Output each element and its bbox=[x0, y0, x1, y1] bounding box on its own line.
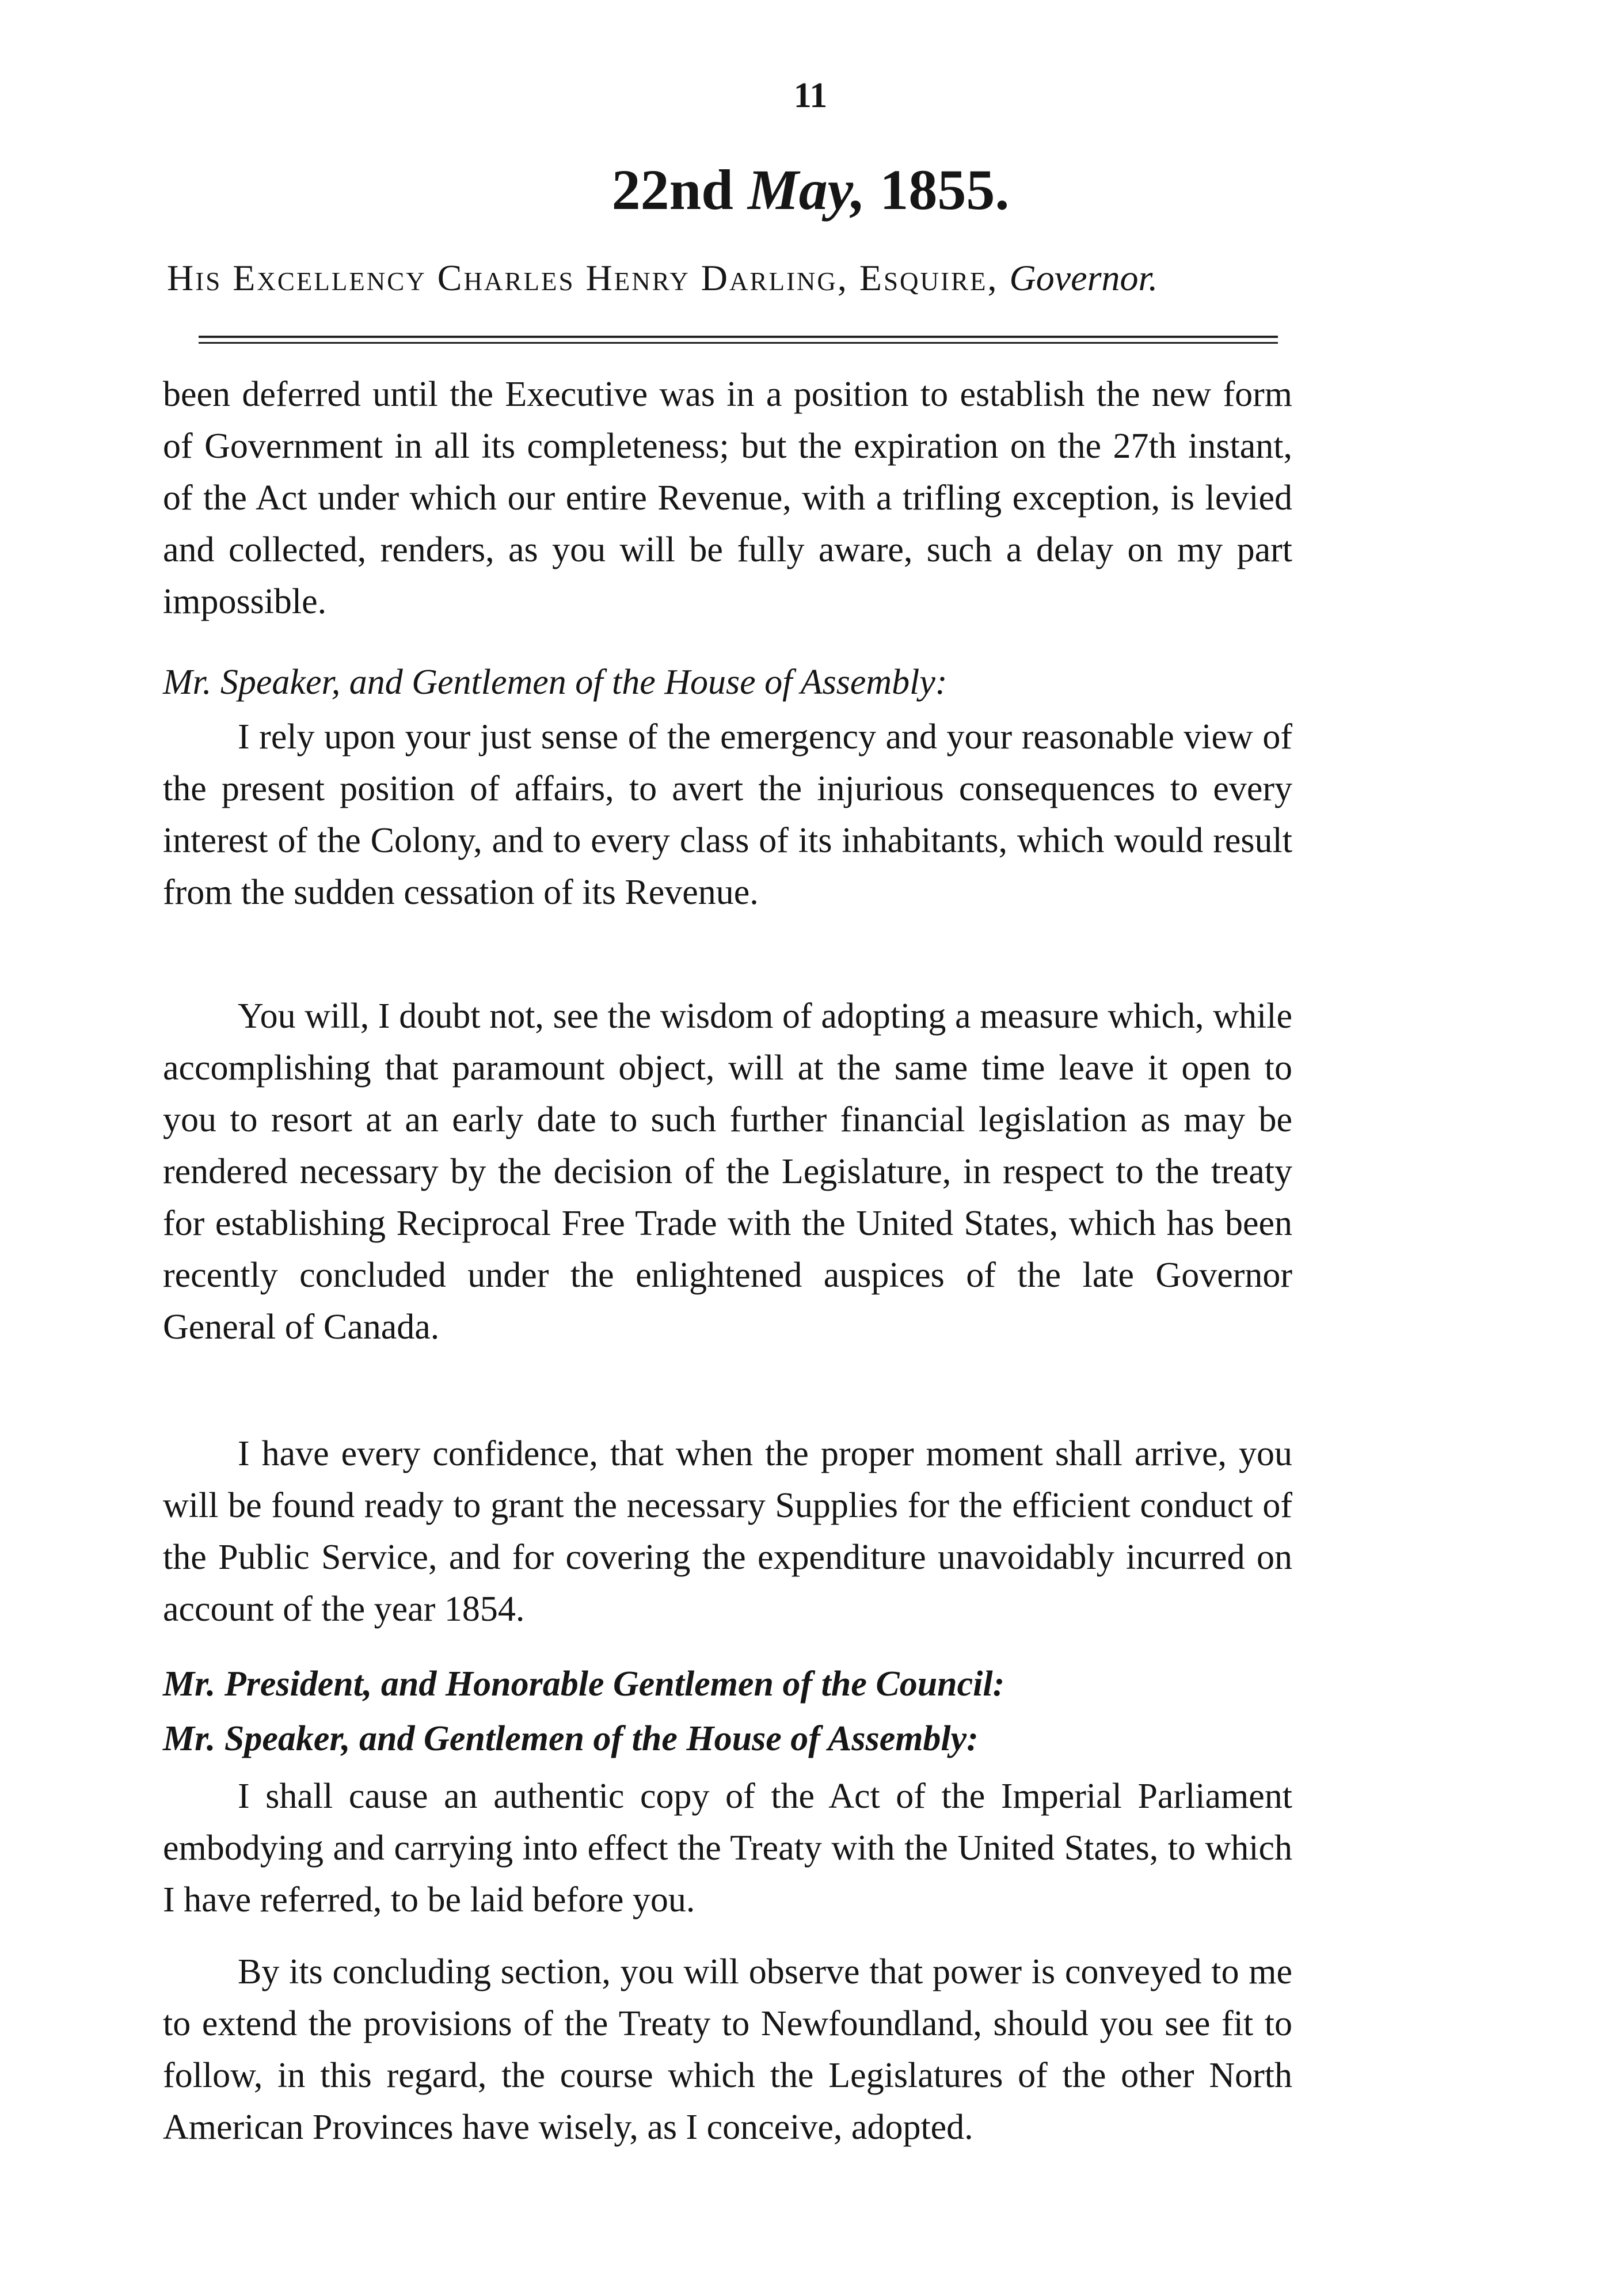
paragraph-2: I rely upon your just sense of the emergency and your reasonable view of the present position of affairs, to avert the injurious consequences to every interest of the Colony, and to every class of its inhabitants, which would result from the sudden cessation of its Revenue. bbox=[163, 717, 1292, 912]
salutation-council: Mr. President, and Honorable Gentlemen of the Council: bbox=[163, 1664, 1005, 1704]
salutation-assembly-2: Mr. Speaker, and Gentlemen of the House of Assembly: bbox=[163, 1719, 979, 1758]
paragraph-3: You will, I doubt not, see the wisdom of adopting a measure which, while accomplishing that paramount object, will at the same time leave it open to you to resort at an early date to such further financial legislation as may be rendered necessary by the decision of the Legislature, in respect to the treaty for establishing Reciprocal Free Trade with the United States, which has been recently concluded under the enlightened auspices of the late Governor General of Canada. bbox=[163, 997, 1292, 1347]
paragraph-6: By its concluding section, you will observe that power is conveyed to me to extend the provisions of the Treaty to Newfoundland, should you see fit to follow, in this regard, the course which the Legislatures of the other North American Provinces have wisely, as I conceive, adopted. bbox=[163, 1952, 1292, 2147]
page-number: 11 bbox=[793, 76, 828, 115]
governor-title: Governor. bbox=[1009, 257, 1158, 298]
date-heading bbox=[0, 158, 1621, 222]
paragraph-1: been deferred until the Executive was in a position to establish the new form of Government in all its completeness; but the expiration on the 27th instant, of the Act under which our entire Revenue, with a trifling exception, is levied and collected, renders, as you will be fully aware, such a delay on my part impossible. bbox=[163, 375, 1292, 621]
double-rule-divider bbox=[199, 336, 1278, 344]
paragraph-6-block bbox=[163, 1946, 1292, 2153]
date-day: 22nd bbox=[611, 158, 733, 222]
date-month: May, bbox=[747, 158, 866, 222]
date-year: 1855. bbox=[880, 158, 1010, 222]
paragraph-5-block bbox=[163, 1770, 1292, 1926]
paragraph-2-block bbox=[163, 711, 1292, 918]
paragraph-5: I shall cause an authentic copy of the Act of the Imperial Parliament embodying and carrying into effect the Treaty with the United States, to which I have referred, to be laid before you. bbox=[163, 1777, 1292, 1919]
paragraph-3-block bbox=[163, 990, 1292, 1353]
governor-name: His Excellency Charles Henry Darling, Esquire, bbox=[167, 257, 999, 298]
paragraph-1-block bbox=[163, 368, 1292, 628]
paragraph-4-block bbox=[163, 1428, 1292, 1635]
governor-line bbox=[167, 256, 1295, 301]
paragraph-4: I have every confidence, that when the proper moment shall arrive, you will be found ready to grant the necessary Supplies for the efficient conduct of the Public Service, and for covering the expenditure unavoidably incurred on account of the year 1854. bbox=[163, 1434, 1292, 1629]
salutation-assembly-1: Mr. Speaker, and Gentlemen of the House of Assembly: bbox=[163, 663, 948, 702]
